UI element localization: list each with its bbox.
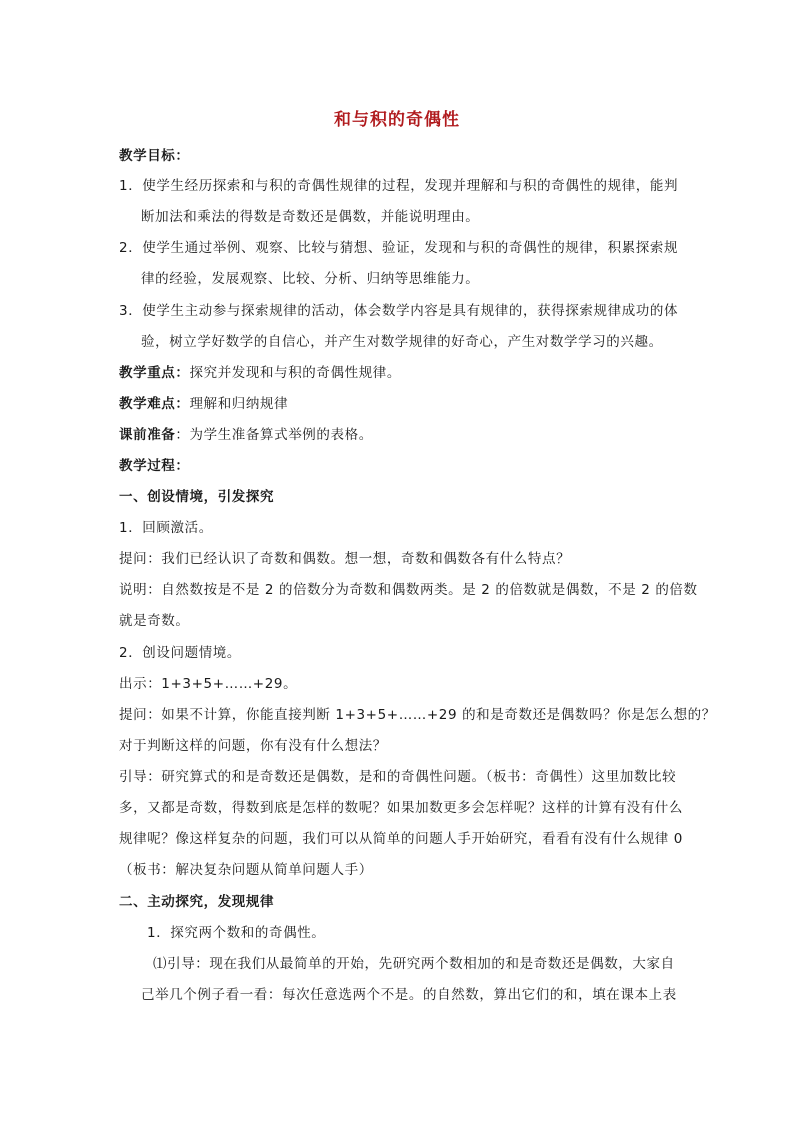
- objective-1-line-2: 断加法和乘法的得数是奇数还是偶数，并能说明理由。: [141, 209, 480, 225]
- preparation-text: ：为学生准备算式举例的表格。: [175, 427, 373, 443]
- difficulty-label: 教学难点：: [119, 396, 190, 412]
- preparation-label: 课前准备: [119, 427, 176, 443]
- process-heading: 教学过程：: [119, 458, 190, 474]
- section-1-show: 出示：1+3+5+……+29。: [119, 676, 298, 692]
- section-1-explain-line-1: 说明：自然数按是不是 2 的倍数分为奇数和偶数两类。是 2 的倍数就是偶数，不是 2 的倍数: [119, 582, 698, 598]
- section-2-heading: 二、主动探究，发现规律: [119, 894, 275, 910]
- objective-2-line-1: 2．使学生通过举例、观察、比较与猜想、验证，发现和与积的奇偶性的规律，积累探索规: [119, 240, 679, 256]
- section-1-question-2-line-2: 对于判断这样的问题，你有没有什么想法？: [119, 738, 387, 754]
- section-1-step-2: 2．创设问题情境。: [119, 645, 241, 661]
- preparation: [119, 425, 373, 445]
- section-1-guide-line-1: 引导：研究算式的和是奇数还是偶数，是和的奇偶性问题。（板书：奇偶性）这里加数比较: [119, 769, 677, 785]
- section-1-guide-line-4: （板书：解决复杂问题从简单问题人手）: [119, 862, 373, 878]
- objective-2-line-2: 律的经验，发展观察、比较、分析、归纳等思维能力。: [141, 271, 480, 287]
- objective-3-line-1: 3．使学生主动参与探索规律的活动，体会数学内容是具有规律的，获得探索规律成功的体: [119, 303, 679, 319]
- section-1-question-1: 提问：我们已经认识了奇数和偶数。想一想，奇数和偶数各有什么特点？: [119, 551, 571, 567]
- objectives-heading: 教学目标：: [119, 148, 190, 164]
- difficulty-text: 理解和归纳规律: [189, 396, 289, 412]
- objective-3-line-2: 验，树立学好数学的自信心，并产生对数学规律的好奇心，产生对数学学习的兴趣。: [141, 334, 663, 350]
- section-1-guide-line-3: 规律呢？像这样复杂的问题，我们可以从简单的问题人手开始研究，看看有没有什么规律 0: [119, 831, 683, 847]
- section-1-explain-line-2: 就是奇数。: [119, 613, 190, 629]
- difficulty: [119, 394, 288, 414]
- section-1-guide-line-2: 多，又都是奇数，得数到底是怎样的数呢？如果加数更多会怎样呢？这样的计算有没有什么: [119, 800, 683, 816]
- key-point-text: 探究并发现和与积的奇偶性规律。: [189, 365, 401, 381]
- objective-1-line-1: 1．使学生经历探索和与积的奇偶性规律的过程，发现并理解和与积的奇偶性的规律，能判: [119, 178, 679, 194]
- section-1-step-1: 1．回顾激活。: [119, 520, 213, 536]
- section-2-sub-1-line-2: 己举几个例子看一看：每次任意选两个不是。的自然数，算出它们的和，填在课本上表: [141, 987, 677, 1003]
- section-2-step-1: 1．探究两个数和的奇偶性。: [147, 925, 326, 941]
- key-point-label: 教学重点：: [119, 365, 190, 381]
- section-2-sub-1-line-1: ⑴引导：现在我们从最简单的开始，先研究两个数相加的和是奇数还是偶数，大家自: [153, 956, 675, 972]
- section-1-heading: 一、创设情境，引发探究: [119, 489, 275, 505]
- section-1-question-2-line-1: 提问：如果不计算，你能直接判断 1+3+5+……+29 的和是奇数还是偶数吗？你是怎么想的？: [119, 707, 716, 723]
- key-point: [119, 363, 401, 383]
- page-title: 和与积的奇偶性: [334, 110, 460, 130]
